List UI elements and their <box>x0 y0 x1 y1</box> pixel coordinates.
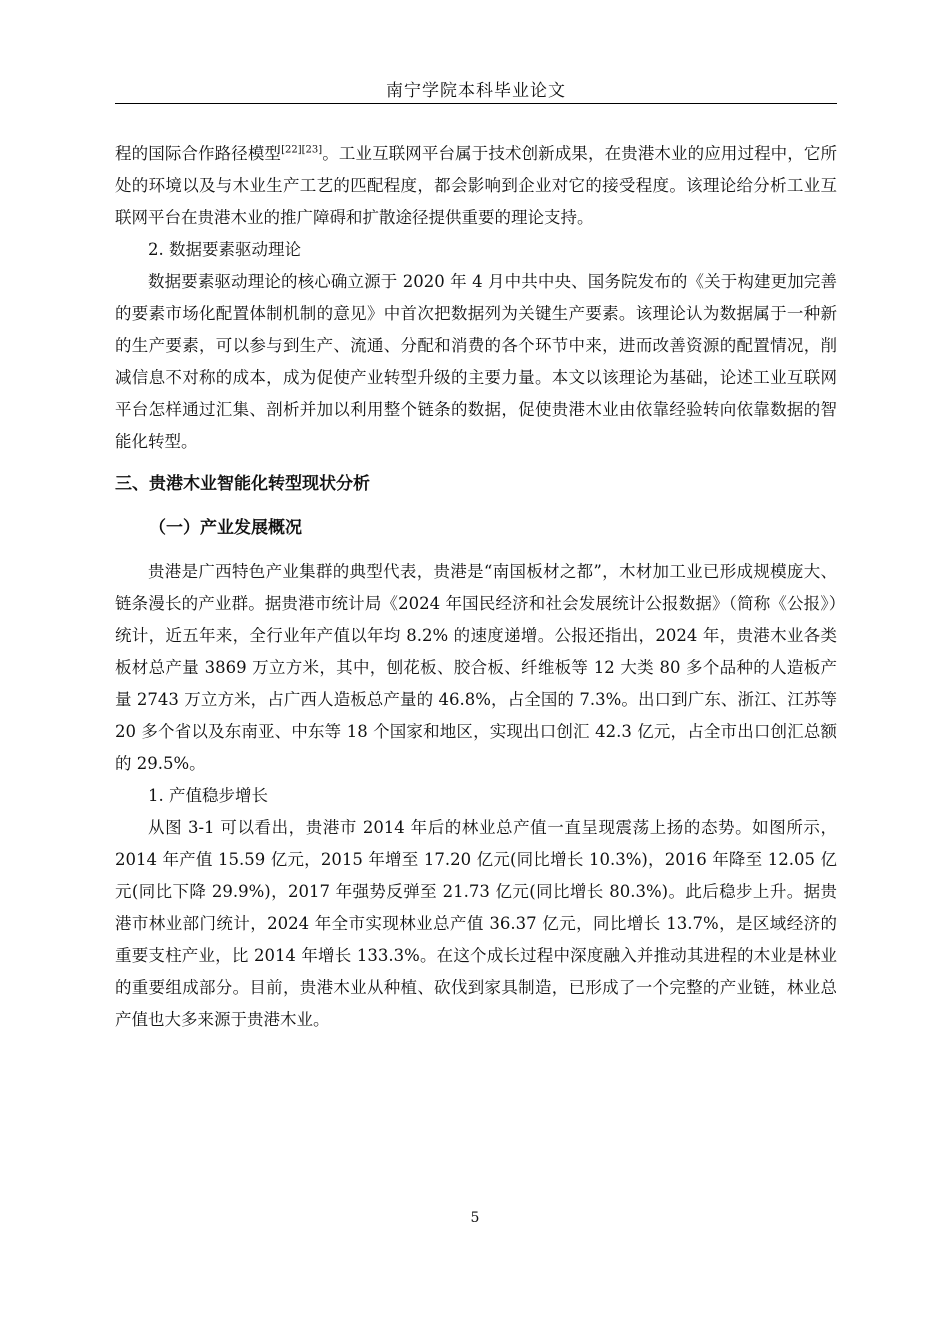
subsection-heading: （一）产业发展概况 <box>149 518 302 538</box>
section-heading: 三、贵港木业智能化转型现状分析 <box>115 474 370 494</box>
paragraph-text: 程的国际合作路径模型 <box>115 144 282 163</box>
document-body <box>115 138 837 1036</box>
paragraph-text: 。工业互联网平台属于技术创新成果，在贵港木业的应用过程中，它所处的环境以及与木业生产工艺的匹配程度，都会影响到企业对它的接受程度。该理论给分析工业互联网平台在贵港木业的推广障碍和扩散途径提供重要的理论支持。 <box>115 144 838 227</box>
paragraph-industry-overview: 贵港是广西特色产业集群的典型代表，贵港是“南国板材之都”，木材加工业已形成规模庞大、链条漫长的产业群。据贵港市统计局《2024 年国民经济和社会发展统计公报数据》（简称《公报》）统计，近五年来，全行业年产值以年均 8.2% 的速度递增。公报还指出，2024 年，贵港木业各类板材总产量 3869 万立方米，其中，刨花板、胶合板、纤维板等 12 大类 80 多个品种的人造板产量 2743 万立方米，占广西人造板总产量的 46.8%，占全国的 7.3%。出口到广东、浙江、江苏等 20 多个省以及东南亚、中东等 18 个国家和地区，实现出口创汇 42.3 亿元，占全市出口创汇总额的 29.5%。 <box>115 562 837 773</box>
paragraph-data-theory: 数据要素驱动理论的核心确立源于 2020 年 4 月中共中央、国务院发布的《关于构建更加完善的要素市场化配置体制机制的意见》中首次把数据列为关键生产要素。该理论认为数据属于一种新的生产要素，可以参与到生产、流通、分配和消费的各个环节中来，进而改善资源的配置情况，削减信息不对称的成本，成为促使产业转型升级的主要力量。本文以该理论为基础，论述工业互联网平台怎样通过汇集、剖析并加以利用整个链条的数据，促使贵港木业由依靠经验转向依靠数据的智能化转型。 <box>115 272 837 451</box>
page-number: 5 <box>470 1210 480 1226</box>
paragraph-continuation <box>115 138 837 234</box>
page-header-title: 南宁学院本科毕业论文 <box>386 81 566 101</box>
paragraph-output-growth: 从图 3-1 可以看出，贵港市 2014 年后的林业总产值一直呈现震荡上扬的态势。如图所示，2014 年产值 15.59 亿元，2015 年增至 17.20 亿元(同比增长 10.3%)，2016 年降至 12.05 亿元(同比下降 29.9%)，2017 年强势反弹至 21.73 亿元(同比增长 80.3%)。此后稳步上升。据贵港市林业部门统计，2024 年全市实现林业总产值 36.37 亿元，同比增长 13.7%，是区域经济的重要支柱产业，比 2014 年增长 133.3%。在这个成长过程中深度融入并推动其进程的木业是林业的重要组成部分。目前，贵港木业从种植、砍伐到家具制造，已形成了一个完整的产业链，林业总产值也大多来源于贵港木业。 <box>115 818 837 1029</box>
subsection-title-data-theory: 2. 数据要素驱动理论 <box>148 240 301 259</box>
subsection-title-output-growth: 1. 产值稳步增长 <box>148 786 268 805</box>
citation-reference: [22][23] <box>281 144 323 156</box>
header-divider <box>115 103 837 104</box>
